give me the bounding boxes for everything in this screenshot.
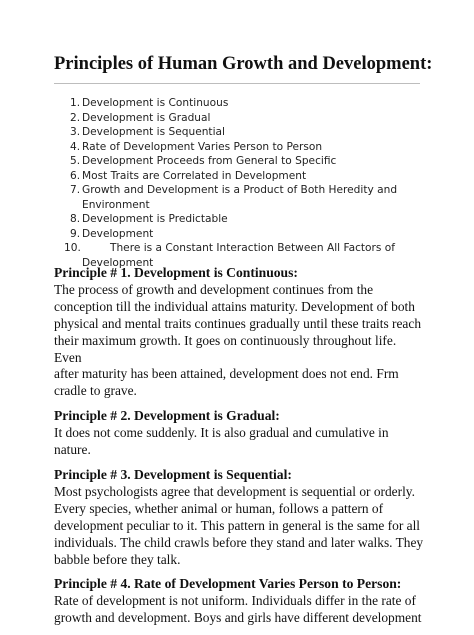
list-item-number: 10. bbox=[64, 242, 81, 254]
paragraph-line: cradle to grave. bbox=[54, 383, 137, 399]
list-item-text: Development is Gradual bbox=[82, 111, 211, 124]
list-item bbox=[54, 125, 434, 140]
list-item-text: Development Proceeds from General to Specific bbox=[82, 155, 337, 167]
paragraph-line: development peculiar to it. This pattern in general is the same for all bbox=[54, 517, 421, 533]
list-item bbox=[54, 96, 434, 111]
section-heading: Principle # 2. Development is Gradual: bbox=[54, 408, 280, 424]
list-item bbox=[54, 140, 434, 155]
section-heading: Principle # 4. Rate of Development Varies Person to Person: bbox=[54, 576, 402, 592]
list-item bbox=[54, 212, 434, 227]
title-divider bbox=[54, 83, 420, 84]
list-item bbox=[54, 227, 434, 242]
section-heading: Principle # 1. Development is Continuous: bbox=[54, 265, 298, 280]
paragraph-line: their maximum growth. It goes on continuously throughout life. Even bbox=[54, 332, 397, 365]
paragraph-line: conception till the individual attains maturity. Development of both bbox=[54, 298, 415, 314]
list-item bbox=[54, 154, 434, 169]
section-paragraph bbox=[54, 425, 426, 459]
paragraph-line: individuals. The child crawls before they stand and later walks. They bbox=[54, 534, 424, 550]
list-item-text: There is a Constant Interaction Between All Factors of bbox=[110, 242, 395, 254]
list-item-text: Development is Predictable bbox=[82, 213, 228, 225]
list-item-number: 2. bbox=[70, 111, 81, 124]
list-item bbox=[54, 183, 434, 212]
list-item-number: 9. bbox=[70, 227, 81, 240]
paragraph-line: growth and development. Boys and girls have different development bbox=[54, 610, 422, 626]
list-item-number: 3. bbox=[70, 126, 81, 138]
list-item bbox=[54, 111, 434, 126]
list-item-number: 1. bbox=[70, 97, 81, 109]
paragraph-line: The process of growth and development continues from the bbox=[54, 281, 374, 297]
list-item-text: Rate of Development Varies Person to Person bbox=[82, 140, 323, 153]
list-item-text: Most Traits are Correlated in Development bbox=[82, 169, 307, 182]
principle-section bbox=[54, 467, 426, 568]
page-title: Principles of Human Growth and Development: bbox=[54, 54, 433, 74]
paragraph-line: babble before they talk. bbox=[54, 551, 181, 567]
section-paragraph bbox=[54, 282, 426, 400]
list-item-number: 4. bbox=[70, 140, 81, 153]
principle-section bbox=[54, 265, 426, 400]
paragraph-line: It does not come suddenly. It is also gradual and cumulative in nature. bbox=[54, 425, 389, 458]
paragraph-line: after maturity has been attained, development does not end. Frm bbox=[54, 366, 399, 382]
list-item-continuation: Environment bbox=[82, 198, 150, 211]
list-item-number: 7. bbox=[70, 184, 81, 196]
list-item-number: 8. bbox=[70, 213, 81, 225]
list-item-text: Development bbox=[82, 227, 154, 240]
section-heading: Principle # 3. Development is Sequential: bbox=[54, 466, 292, 482]
paragraph-line: Rate of development is not uniform. Individuals differ in the rate of bbox=[54, 593, 416, 609]
principle-section bbox=[54, 408, 426, 459]
paragraph-line: Every species, whether animal or human, follows a pattern of bbox=[54, 500, 384, 516]
document-body bbox=[54, 265, 426, 635]
section-paragraph bbox=[54, 484, 426, 569]
list-item bbox=[54, 169, 434, 184]
section-paragraph bbox=[54, 593, 426, 627]
list-item-number: 6. bbox=[70, 169, 81, 182]
list-item-continuation: Development bbox=[82, 256, 154, 269]
paragraph-line: Most psychologists agree that development is sequential or orderly. bbox=[54, 483, 415, 499]
principle-section bbox=[54, 576, 426, 627]
paragraph-line: physical and mental traits continues gradually until these traits reach bbox=[54, 315, 422, 331]
list-item-text: Growth and Development is a Product of Both Heredity and bbox=[82, 184, 398, 196]
list-item-text: Development is Continuous bbox=[82, 97, 229, 109]
principles-list bbox=[54, 96, 434, 270]
list-item-text: Development is Sequential bbox=[82, 126, 225, 138]
list-item-number: 5. bbox=[70, 155, 81, 167]
